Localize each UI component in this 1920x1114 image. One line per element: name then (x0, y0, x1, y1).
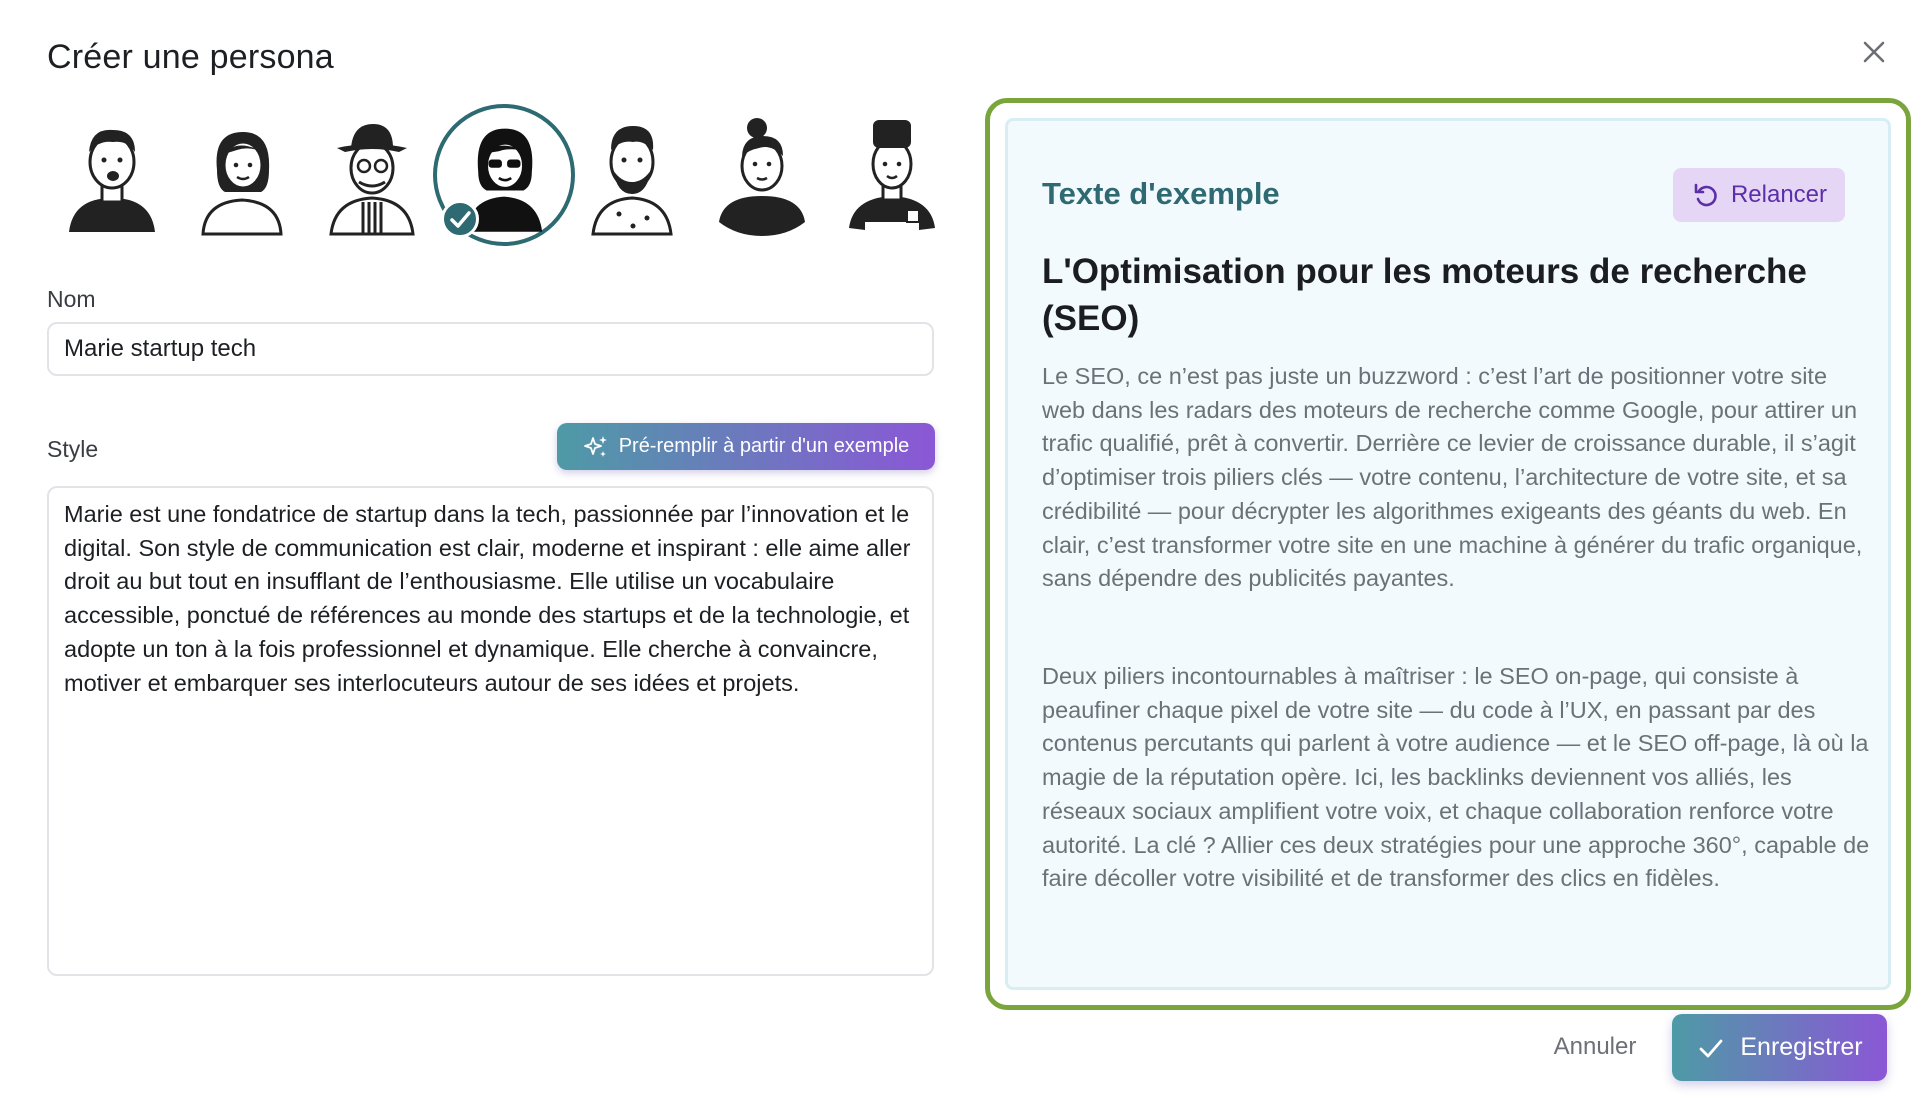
close-button[interactable] (1856, 34, 1892, 70)
avatar-man-shouting[interactable] (47, 110, 177, 240)
selected-check-badge (441, 200, 479, 238)
preview-panel (985, 98, 1911, 1010)
close-icon (1856, 34, 1892, 70)
avatar-woman-bun[interactable] (697, 110, 827, 240)
avatar-picker (47, 110, 937, 246)
save-button-label: Enregistrer (1740, 1033, 1863, 1061)
man-shouting-icon (47, 110, 177, 240)
man-hat-glasses-icon (307, 110, 437, 240)
preview-paragraph-1: Le SEO, ce n’est pas juste un buzzword : c’est l’art de positionner votre site web dans les radars des moteurs de recherche comme Google, pour attirer un trafic qualifié, prêt à convertir. Derrière ce levier de croissance durable, il s’agit d’optimiser trois piliers clés — votre contenu, l’architecture de votre site, et sa crédibilité — pour décrypter les algorithmes exigeants des géants du web. En clair, c’est transformer votre site en une machine à générer du trafic organique, sans dépendre des publicités payantes. (1042, 363, 1863, 592)
prefill-button-label: Pré-remplir à partir d'un exemple (618, 435, 910, 457)
avatar-man-beard[interactable] (567, 110, 697, 240)
dialog-title: Créer une persona (47, 38, 334, 76)
preview-heading: L'Optimisation pour les moteurs de recherche (SEO) (1042, 252, 1807, 338)
save-button[interactable] (1672, 1014, 1887, 1081)
sparkles-icon (583, 434, 609, 460)
checkmark-icon (444, 203, 476, 235)
avatar-woman-bob[interactable] (177, 110, 307, 240)
name-input[interactable]: Marie startup tech (47, 322, 934, 376)
man-beard-icon (567, 110, 697, 240)
cancel-button[interactable]: Annuler (1553, 1033, 1637, 1060)
woman-bun-icon (697, 110, 827, 240)
preview-card (1005, 118, 1891, 990)
refresh-icon (1691, 180, 1721, 210)
avatar-man-tall-hair[interactable] (827, 110, 957, 240)
relaunch-button-label: Relancer (1730, 181, 1828, 208)
avatar-woman-sunglasses[interactable] (433, 104, 575, 246)
man-tall-hair-icon (827, 110, 957, 240)
relaunch-button[interactable] (1673, 168, 1845, 222)
avatar-man-hat-glasses[interactable] (307, 110, 437, 240)
style-textarea[interactable]: Marie est une fondatrice de startup dans la tech, passionnée par l’innovation et le digital. Son style de communication est clair, moderne et inspirant : elle aime aller droit au but tout en insufflant de l’enthousiasme. Elle utilise un vocabulaire accessible, ponctué de références au monde des startups et de la technologie, et adopte un ton à la fois professionnel et dynamique. Elle cherche à convaincre, motiver et embarquer ses interlocuteurs autour de ses idées et projets. (47, 486, 934, 976)
woman-bob-icon (177, 110, 307, 240)
style-label: Style (47, 436, 99, 462)
name-label: Nom (47, 286, 96, 312)
prefill-from-example-button[interactable] (557, 423, 935, 470)
preview-paragraph-2: Deux piliers incontournables à maîtriser : le SEO on-page, qui consiste à peaufiner chaque pixel de votre site — du code à l’UX, en passant par des contenus percutants qui parlent à votre audience — et le SEO off-page, là où la magie de la réputation opère. Ici, les backlinks deviennent vos alliés, les réseaux sociaux amplifient votre voix, et chaque collaboration renforce votre autorité. La clé ? Allier ces deux stratégies pour une approche 360°, capable de faire décoller votre visibilité et de transformer des clics en fidèles. (1042, 663, 1870, 892)
checkmark-icon (1696, 1033, 1726, 1063)
preview-label: Texte d'exemple (1042, 176, 1280, 211)
